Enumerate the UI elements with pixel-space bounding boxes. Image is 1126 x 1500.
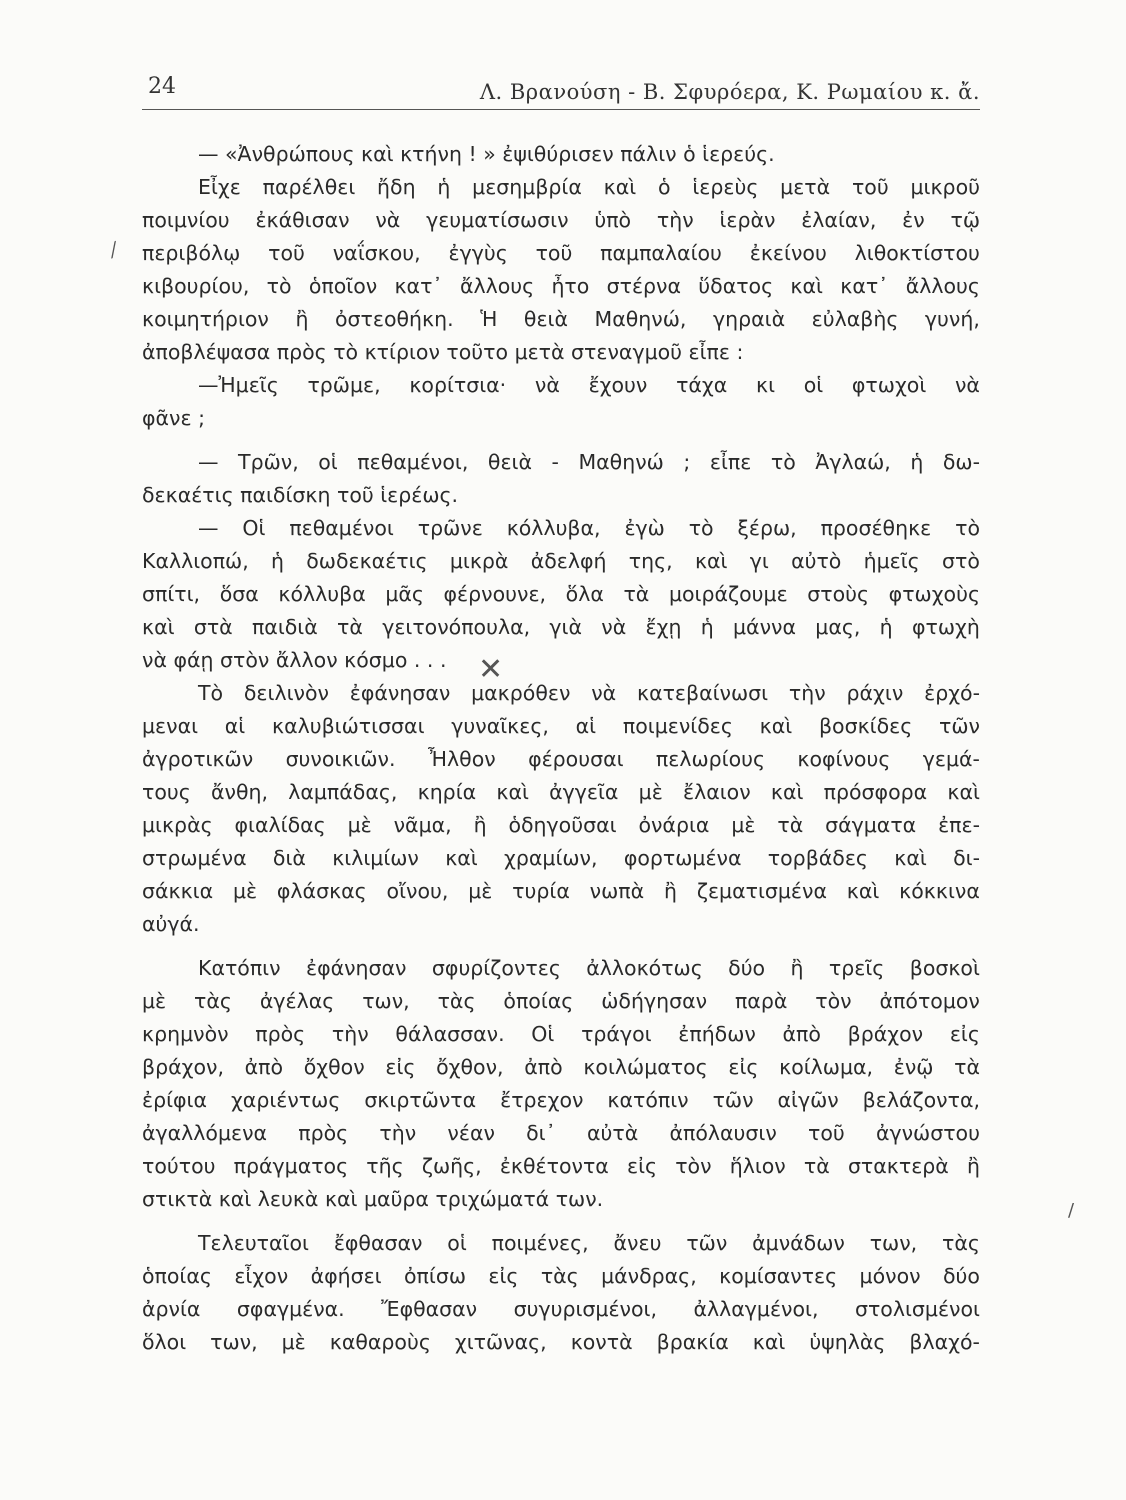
text-line: σπίτι, ὅσα κόλλυβα μᾶς φέρνουνε, ὅλα τὰ μοιράζουμε στοὺς φτωχοὺς — [142, 582, 980, 606]
text-line: — Τρῶν, οἱ πεθαμένοι, θειὰ - Μαθηνώ ; εἶπε τὸ Ἀγλαώ, ἡ δω- — [198, 450, 980, 474]
text-line: νὰ φάῃ στὸν ἄλλον κόσμο . . . — [142, 648, 447, 672]
header-rule — [142, 109, 980, 110]
text-line: Καλλιοπώ, ἡ δωδεκαέτις μικρὰ ἀδελφή της, καὶ γι αὐτὸ ἡμεῖς στὸ — [142, 549, 980, 573]
text-line: Τὸ δειλινὸν ἐφάνησαν μακρόθεν νὰ κατεβαίνωσι τὴν ράχιν ἐρχό- — [198, 681, 980, 705]
text-line: ἀποβλέψασα πρὸς τὸ κτίριον τοῦτο μετὰ στεναγμοῦ εἶπε : — [142, 340, 744, 364]
page-header — [142, 72, 980, 106]
text-line: στικτὰ καὶ λευκὰ καὶ μαῦρα τριχώματά των. — [142, 1187, 604, 1211]
text-line: ὁποίας εἶχον ἀφήσει ὀπίσω εἰς τὰς μάνδρας, κομίσαντες μόνον δύο — [142, 1264, 980, 1288]
text-line: περιβόλῳ τοῦ ναΐσκου, ἐγγὺς τοῦ παμπαλαίου ἐκείνου λιθοκτίστου — [142, 241, 980, 265]
body-text — [142, 138, 980, 1359]
text-line: —Ἠμεῖς τρῶμε, κορίτσια· νὰ ἔχουν τάχα κι οἱ φτωχοὶ νὰ — [198, 373, 980, 397]
text-line: ἀρνία σφαγμένα. Ἔφθασαν συγυρισμένοι, ἀλλαγμένοι, στολισμένοι — [142, 1297, 980, 1321]
text-line: Εἶχε παρέλθει ἤδη ἡ μεσημβρία καὶ ὁ ἱερεὺς μετὰ τοῦ μικροῦ — [198, 175, 980, 199]
text-line: τους ἄνθη, λαμπάδας, κηρία καὶ ἀγγεῖα μὲ ἔλαιον καὶ πρόσφορα καὶ — [142, 780, 980, 804]
text-line: ὅλοι των, μὲ καθαροὺς χιτῶνας, κοντὰ βρακία καὶ ὑψηλὰς βλαχό- — [142, 1330, 980, 1354]
text-line: βράχον, ἀπὸ ὄχθον εἰς ὄχθον, ἀπὸ κοιλώματος εἰς κοίλωμα, ἐνῷ τὰ — [142, 1055, 980, 1079]
text-line: ἀγαλλόμενα πρὸς τὴν νέαν δι᾿ αὐτὰ ἀπόλαυσιν τοῦ ἀγνώστου — [142, 1121, 980, 1145]
pencil-cross-mark: ✕ — [478, 652, 504, 687]
text-line: αὐγά. — [142, 912, 200, 936]
text-line: μεναι αἱ καλυβιώτισσαι γυναῖκες, αἱ ποιμενίδες καὶ βοσκίδες τῶν — [142, 714, 980, 738]
text-line: μὲ τὰς ἀγέλας των, τὰς ὁποίας ὡδήγησαν παρὰ τὸν ἀπότομον — [142, 989, 980, 1013]
text-line: ποιμνίου ἐκάθισαν νὰ γευματίσωσιν ὑπὸ τὴν ἱερὰν ἐλαίαν, ἐν τῷ — [142, 208, 980, 232]
text-line: σάκκια μὲ φλάσκας οἴνου, μὲ τυρία νωπὰ ἢ ζεματισμένα καὶ κόκκινα — [142, 879, 980, 903]
text-line: φᾶνε ; — [142, 406, 205, 430]
page-number: 24 — [148, 74, 176, 99]
text-line: στρωμένα διὰ κιλιμίων καὶ χραμίων, φορτωμένα τορβάδες καὶ δι- — [142, 846, 980, 870]
text-line: κοιμητήριον ἢ ὀστεοθήκη. Ἡ θειὰ Μαθηνώ, γηραιὰ εὐλαβὴς γυνή, — [142, 307, 980, 331]
text-line: κιβουρίου, τὸ ὁποῖον κατ᾿ ἄλλους ἦτο στέρνα ὕδατος καὶ κατ᾿ ἄλλους — [142, 274, 980, 298]
text-line: δεκαέτις παιδίσκη τοῦ ἱερέως. — [142, 483, 459, 507]
text-line: κρημνὸν πρὸς τὴν θάλασσαν. Οἱ τράγοι ἐπήδων ἀπὸ βράχον εἰς — [142, 1022, 980, 1046]
text-line: τούτου πράγματος τῆς ζωῆς, ἐκθέτοντα εἰς τὸν ἥλιον τὰ στακτερὰ ἢ — [142, 1154, 980, 1178]
text-line: Τελευταῖοι ἔφθασαν οἱ ποιμένες, ἄνευ τῶν ἀμνάδων των, τὰς — [198, 1231, 980, 1255]
margin-pencil-mark: ⁄ — [107, 238, 120, 262]
text-line: καὶ στὰ παιδιὰ τὰ γειτονόπουλα, γιὰ νὰ ἔχῃ ἡ μάννα μας, ἡ φτωχὴ — [142, 615, 980, 639]
text-line: Κατόπιν ἐφάνησαν σφυρίζοντες ἀλλοκότως δύο ἢ τρεῖς βοσκοὶ — [198, 956, 980, 980]
text-line: — «Ἀνθρώπους καὶ κτήνη ! » ἐψιθύρισεν πάλιν ὁ ἱερεύς. — [198, 142, 775, 166]
text-line: ἀγροτικῶν συνοικιῶν. Ἦλθον φέρουσαι πελωρίους κοφίνους γεμά- — [142, 747, 980, 771]
running-head: Λ. Βρανούση - Β. Σφυρόερα, Κ. Ρωμαίου κ. ἄ. — [479, 80, 980, 104]
text-line: μικρὰς φιαλίδας μὲ νᾶμα, ἢ ὁδηγοῦσαι ὀνάρια μὲ τὰ σάγματα ἐπε- — [142, 813, 980, 837]
margin-pencil-mark: / — [1068, 1200, 1075, 1221]
text-line: ἐρίφια χαριέντως σκιρτῶντα ἔτρεχον κατόπιν τῶν αἰγῶν βελάζοντα, — [142, 1088, 980, 1112]
text-line: — Οἱ πεθαμένοι τρῶνε κόλλυβα, ἐγὼ τὸ ξέρω, προσέθηκε τὸ — [198, 516, 980, 540]
